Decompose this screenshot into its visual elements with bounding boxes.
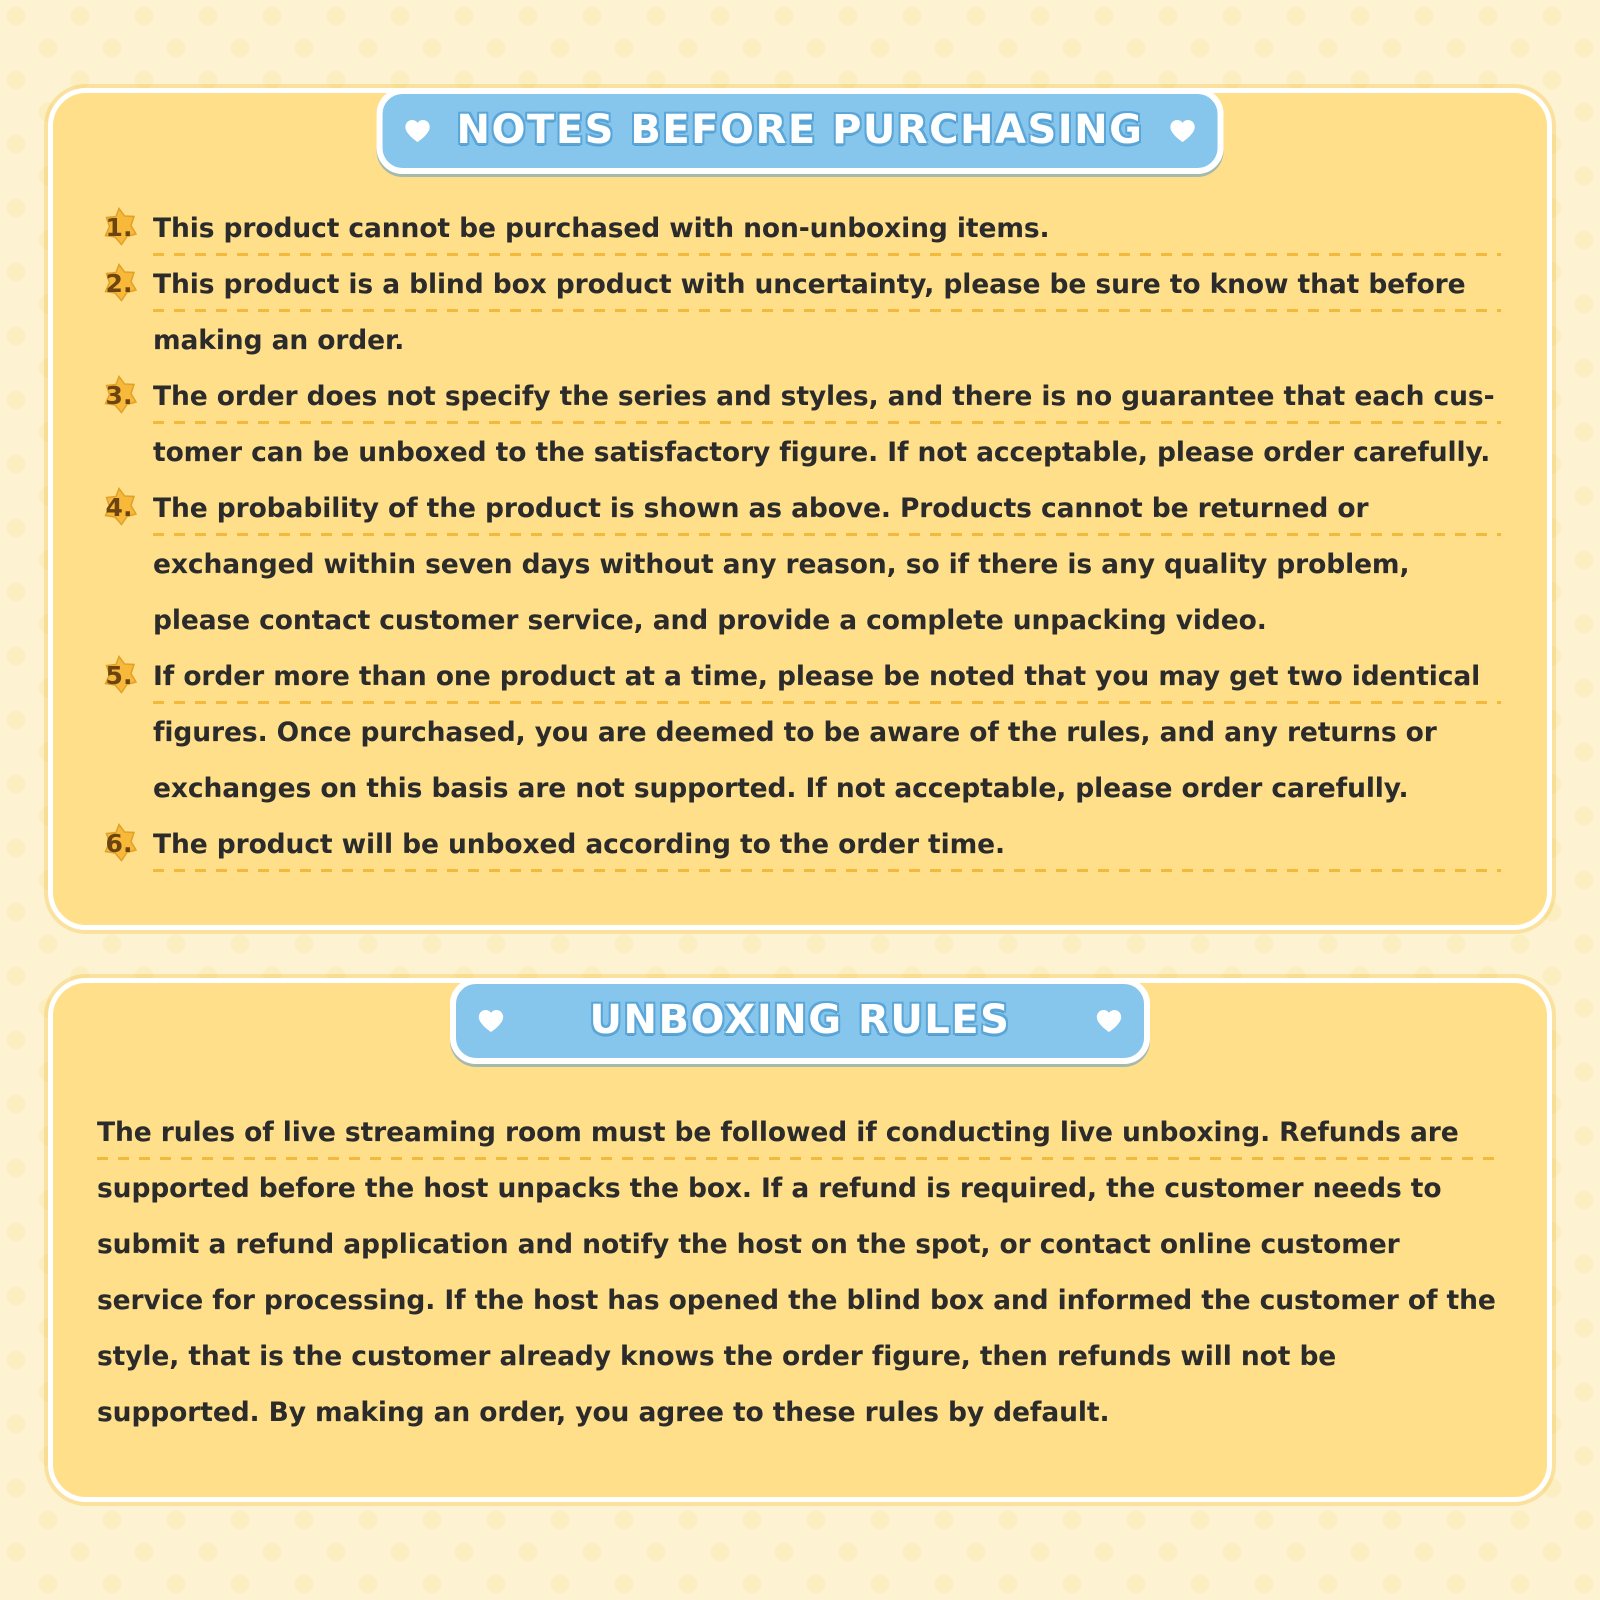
- list-item-text: If order more than one product at a time, please be noted that you may get two identical figures. Once purchased, you are deemed to be aware of the rules, and any returns or exchanges on this basis are not supported. If not acceptable, please order carefully.: [153, 649, 1501, 817]
- heart-icon: [478, 1009, 504, 1033]
- star-badge-icon: [99, 207, 139, 249]
- star-badge-icon: [99, 487, 139, 529]
- notes-card: [48, 88, 1552, 930]
- star-badge-icon: [99, 655, 139, 697]
- list-item: [99, 201, 1501, 257]
- star-badge-icon: [99, 823, 139, 865]
- star-badge-icon: [99, 263, 139, 305]
- list-item: [99, 257, 1501, 369]
- rules-banner: [450, 978, 1150, 1064]
- list-item-number: 3.: [105, 380, 133, 410]
- star-badge-icon: [99, 375, 139, 417]
- list-item: [99, 817, 1501, 873]
- list-item-text: The order does not specify the series and styles, and there is no guarantee that each cus-tomer can be unboxed to the satisfactory figure. If not acceptable, please order carefully.: [153, 369, 1501, 481]
- heart-icon: [1169, 119, 1195, 143]
- list-item: [99, 369, 1501, 481]
- list-item-number: 1.: [105, 212, 133, 242]
- notes-banner-title: NOTES BEFORE PURCHASING: [456, 107, 1144, 153]
- notes-banner: [377, 88, 1224, 174]
- list-item-text: This product is a blind box product with uncertainty, please be sure to know that before making an order.: [153, 257, 1501, 369]
- list-item-number: 2.: [105, 268, 133, 298]
- list-item-number: 5.: [105, 660, 133, 690]
- rules-banner-title: UNBOXING RULES: [589, 997, 1011, 1043]
- list-item-text: This product cannot be purchased with non-unboxing items.: [153, 201, 1501, 257]
- notes-before-purchasing-section: [48, 88, 1552, 930]
- unboxing-rules-section: [48, 978, 1552, 1502]
- list-item: [99, 481, 1501, 649]
- heart-icon: [1096, 1009, 1122, 1033]
- heart-icon: [405, 119, 431, 143]
- list-item-number: 4.: [105, 492, 133, 522]
- list-item-text: The product will be unboxed according to the order time.: [153, 817, 1501, 873]
- list-item-text: The probability of the product is shown as above. Products cannot be returned or exchanged within seven days without any reason, so if there is any quality problem, please contact customer service, and provide a complete unpacking video.: [153, 481, 1501, 649]
- rules-body-text: The rules of live streaming room must be followed if conducting live unboxing. Refunds are supported before the host unpacks the box. If a refund is required, the customer needs to submit a refund application and notify the host on the spot, or contact online customer service for processing. If the host has opened the blind box and informed the customer of the style, that is the customer already knows the order figure, then refunds will not be supported. By making an order, you agree to these rules by default.: [97, 1105, 1503, 1441]
- list-item-number: 6.: [105, 828, 133, 858]
- list-item: [99, 649, 1501, 817]
